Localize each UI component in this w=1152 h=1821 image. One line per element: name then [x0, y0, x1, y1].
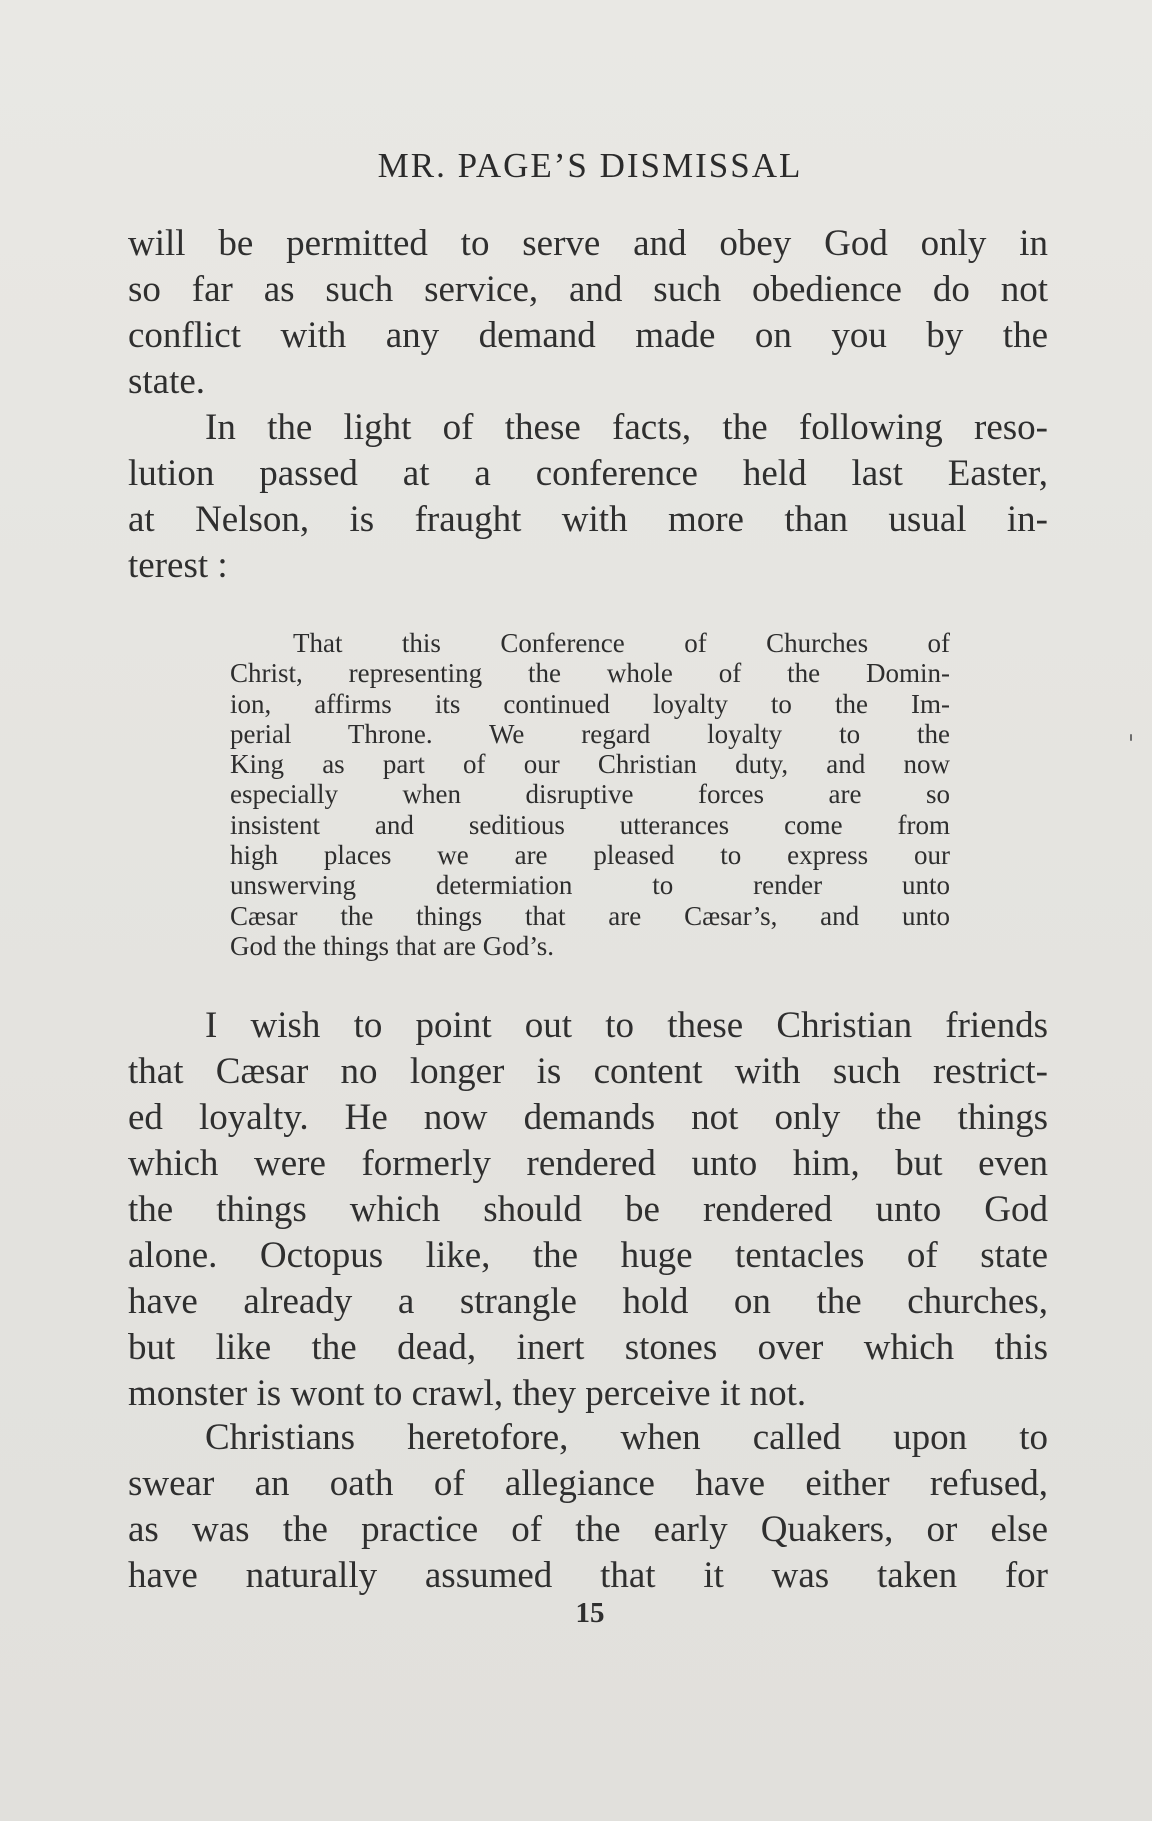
- text-line: as was the practice of the early Quakers, or else: [128, 1509, 1048, 1550]
- running-head: MR. PAGE’S DISMISSAL: [377, 146, 803, 185]
- paragraph-continuation: [128, 221, 1048, 405]
- text-line: the things which should be rendered unto God: [128, 1189, 1048, 1230]
- paragraph-caesar: [128, 1003, 1048, 1417]
- quote-line: King as part of our Christian duty, and now: [230, 749, 950, 780]
- text-line: will be permitted to serve and obey God only in: [128, 223, 1048, 264]
- paragraph-oath: [128, 1415, 1048, 1599]
- text-line: I wish to point out to these Christian friends: [205, 1005, 1048, 1046]
- text-line: swear an oath of allegiance have either refused,: [128, 1463, 1048, 1504]
- text-line: have already a strangle hold on the churches,: [128, 1281, 1048, 1322]
- quote-line: especially when disruptive forces are so: [230, 779, 950, 810]
- text-line: but like the dead, inert stones over which this: [128, 1327, 1048, 1368]
- text-line: ed loyalty. He now demands not only the things: [128, 1097, 1048, 1138]
- text-line: so far as such service, and such obedience do not: [128, 269, 1048, 310]
- quote-line: Cæsar the things that are Cæsar’s, and unto: [230, 900, 950, 931]
- paper-speck: [1130, 734, 1132, 741]
- text-line: that Cæsar no longer is content with such restrict-: [128, 1051, 1048, 1092]
- text-line: conflict with any demand made on you by the: [128, 315, 1048, 356]
- quote-line: unswerving determiation to render unto: [230, 870, 950, 901]
- text-line: terest :: [128, 545, 228, 586]
- quote-line: perial Throne. We regard loyalty to the: [230, 718, 950, 749]
- text-line: state.: [128, 361, 206, 402]
- text-line: In the light of these facts, the following reso-: [205, 407, 1048, 448]
- quote-line: God the things that are God’s.: [230, 930, 554, 961]
- block-quote-resolution: [230, 628, 950, 961]
- text-line: monster is wont to crawl, they perceive it not.: [128, 1373, 807, 1414]
- quote-line: ion, affirms its continued loyalty to the Im-: [230, 688, 950, 719]
- page-number: 15: [575, 1597, 605, 1629]
- text-line: lution passed at a conference held last Easter,: [128, 453, 1048, 494]
- text-line: which were formerly rendered unto him, but even: [128, 1143, 1048, 1184]
- quote-line: That this Conference of Churches of: [293, 628, 950, 658]
- text-line: alone. Octopus like, the huge tentacles of state: [128, 1235, 1048, 1276]
- quote-line: high places we are pleased to express our: [230, 840, 950, 871]
- text-line: at Nelson, is fraught with more than usual in-: [128, 499, 1048, 540]
- quote-line: Christ, representing the whole of the Domin-: [230, 658, 950, 689]
- quote-line: insistent and seditious utterances come from: [230, 809, 950, 840]
- text-line: Christians heretofore, when called upon to: [205, 1417, 1048, 1458]
- text-line: have naturally assumed that it was taken for: [128, 1555, 1048, 1596]
- paragraph-resolution-intro: [128, 405, 1048, 589]
